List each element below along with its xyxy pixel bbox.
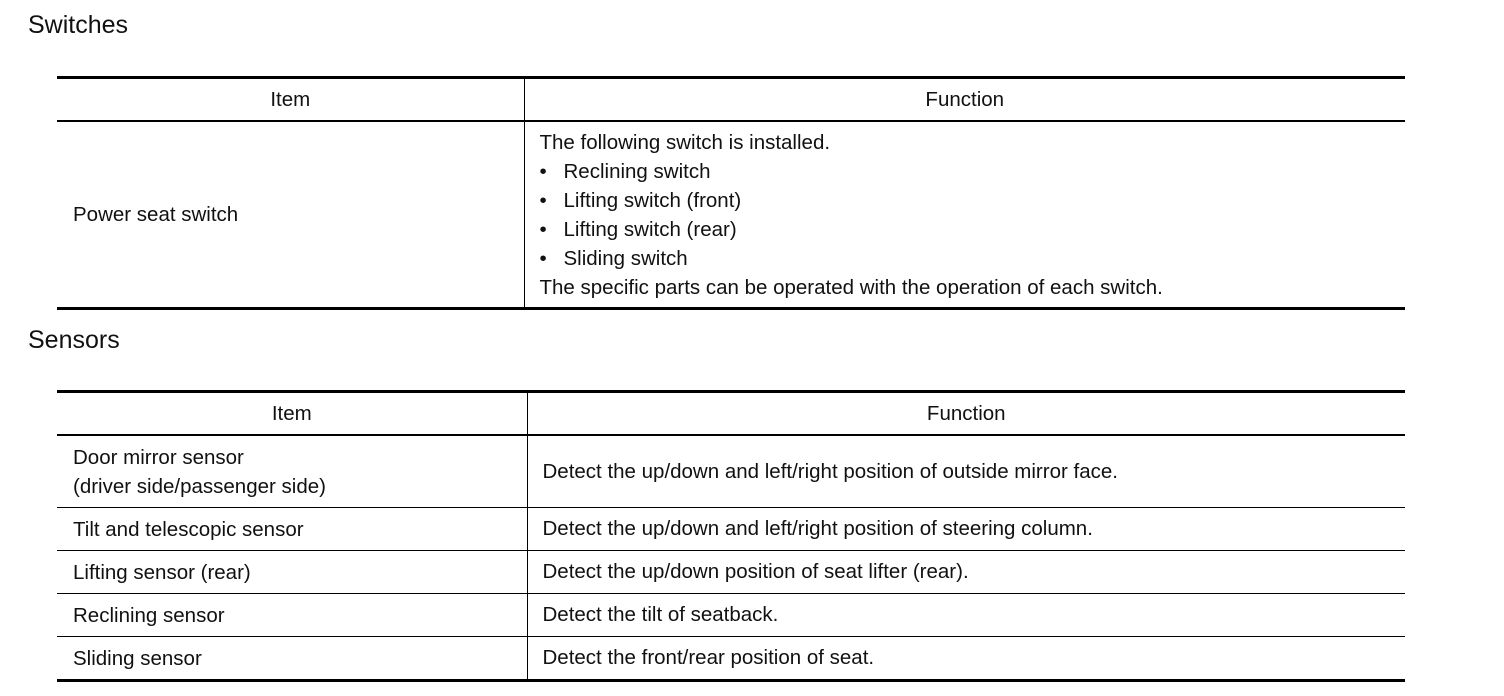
function-column-header: Function [527,392,1405,436]
item-column-header: Item [57,392,527,436]
item-cell: Tilt and telescopic sensor [57,508,527,551]
function-cell [524,121,1405,309]
table-row [57,435,1405,508]
bullet-icon: • [539,246,547,270]
table-row [57,121,1405,309]
function-cell: Detect the front/rear position of seat. [542,646,875,669]
table-row [57,637,1405,681]
item-column-header: Item [57,78,524,122]
switch-list [540,157,1406,273]
sensors-table [57,390,1405,682]
table-header-row [57,392,1405,436]
table-row [57,508,1405,551]
function-outro: The specific parts can be operated with the operation of each switch. [539,275,1163,299]
list-item: • Sliding switch [540,244,1406,273]
function-cell: Detect the up/down position of seat lifter (rear). [527,551,1405,594]
list-item: • Lifting switch (front) [540,186,1406,215]
bullet-icon: • [539,188,547,212]
list-item: • Reclining switch [540,157,1406,186]
switches-section-title: Switches [28,11,129,39]
bullet-icon: • [539,217,547,241]
switches-table [57,76,1405,310]
table-header-row [57,78,1405,122]
function-cell: Detect the tilt of seatback. [527,594,1405,637]
table-row [57,551,1405,594]
sensors-section-title: Sensors [28,326,120,354]
item-cell: Lifting sensor (rear) [57,551,527,594]
list-item: • Lifting switch (rear) [540,215,1406,244]
function-cell: Detect the up/down and left/right position of outside mirror face. [527,435,1405,508]
bullet-icon: • [539,159,547,183]
item-cell: Door mirror sensor (driver side/passenger side) [57,435,527,508]
function-cell: Detect the up/down and left/right position of steering column. [527,508,1405,551]
function-intro: The following switch is installed. [539,130,831,154]
function-column-header: Function [524,78,1405,122]
item-cell: Reclining sensor [57,594,527,637]
item-cell: Sliding sensor [57,637,527,681]
item-cell: Power seat switch [57,121,524,309]
table-row [57,594,1405,637]
